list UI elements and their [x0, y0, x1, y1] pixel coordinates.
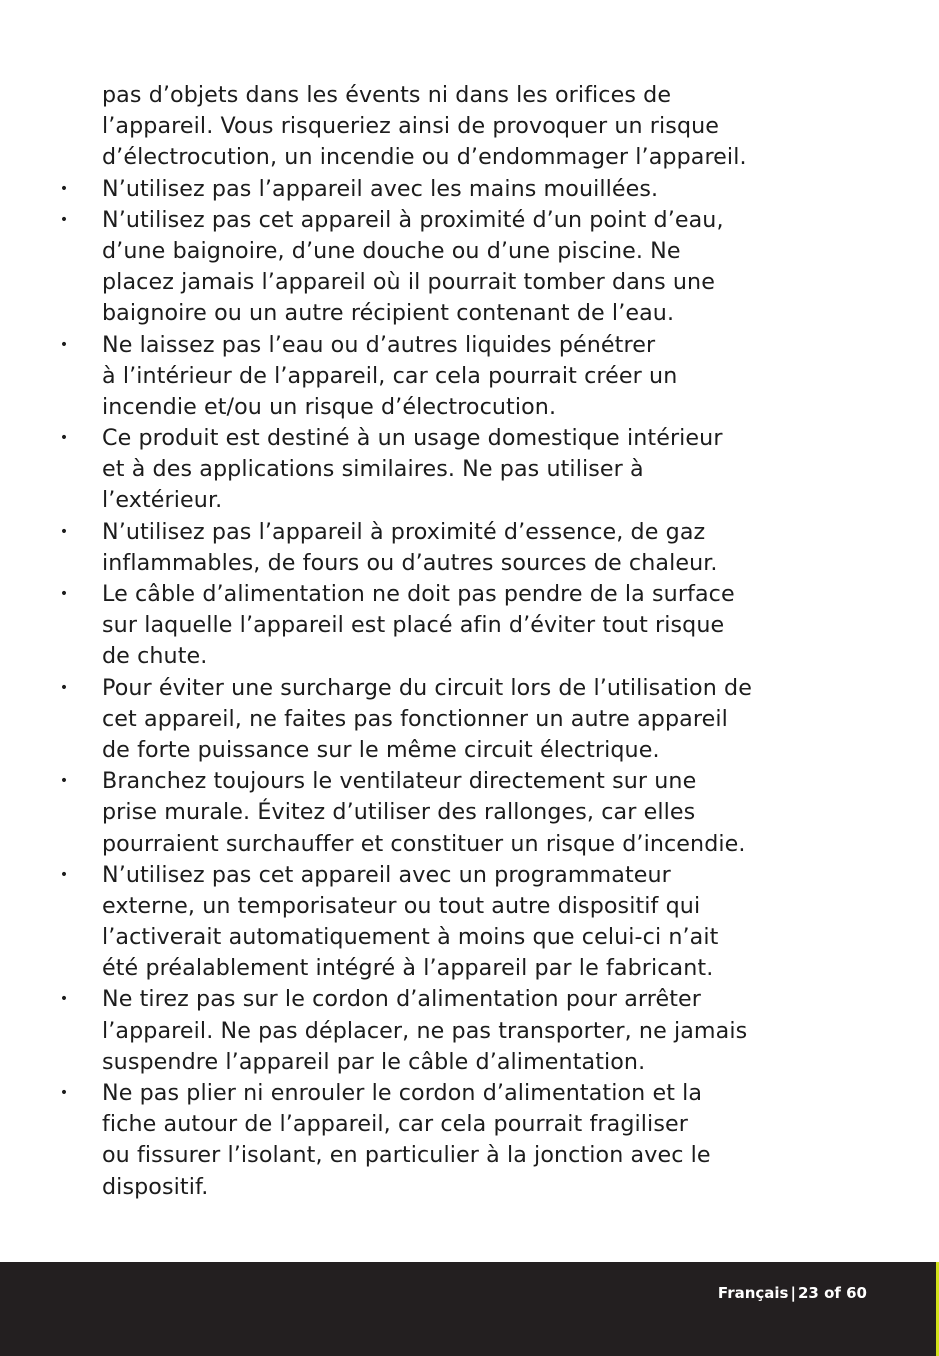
- line-text: l’appareil. Ne pas déplacer, ne pas transporter, ne jamais: [102, 1017, 748, 1044]
- list-item-start: [0, 984, 939, 1015]
- line-text: pas d’objets dans les évents ni dans les orifices de: [102, 82, 672, 108]
- text-line: [0, 735, 939, 766]
- line-text: l’appareil. Vous risqueriez ainsi de provoquer un risque: [102, 113, 720, 140]
- list-item-start: [0, 673, 939, 704]
- line-text: à l’intérieur de l’appareil, car cela pourrait créer un: [102, 362, 678, 389]
- text-line: [0, 361, 939, 392]
- list-item-start: [0, 579, 939, 610]
- text-line: [0, 610, 939, 641]
- bullet-icon: •: [59, 1085, 69, 1101]
- text-line: [0, 704, 939, 735]
- text-line: [0, 142, 939, 173]
- line-text: N’utilisez pas cet appareil à proximité d’un point d’eau,: [102, 206, 724, 233]
- list-item-start: [0, 860, 939, 891]
- line-text: prise murale. Évitez d’utiliser des rallonges, car elles: [102, 799, 696, 826]
- footer-page-number: 23 of 60: [797, 1284, 867, 1302]
- text-line: [0, 1016, 939, 1047]
- page-footer: [0, 1262, 939, 1356]
- bullet-icon: •: [59, 586, 69, 602]
- text-line: [0, 111, 939, 142]
- text-line: [0, 1140, 939, 1171]
- list-item-start: [0, 766, 939, 797]
- line-text: Ne laissez pas l’eau ou d’autres liquides pénétrer: [102, 331, 656, 358]
- line-text: placez jamais l’appareil où il pourrait tomber dans une: [102, 269, 715, 296]
- list-item-start: [0, 205, 939, 236]
- line-text: suspendre l’appareil par le câble d’alimentation.: [102, 1048, 646, 1075]
- line-text: Ne tirez pas sur le cordon d’alimentation pour arrêter: [102, 986, 702, 1013]
- text-line: [0, 548, 939, 579]
- text-line: [0, 392, 939, 423]
- line-text: pourraient surchauffer et constituer un risque d’incendie.: [102, 830, 746, 857]
- line-text: N’utilisez pas l’appareil à proximité d’essence, de gaz: [102, 518, 706, 545]
- page-indicator: [718, 1284, 867, 1302]
- line-text: de chute.: [102, 643, 208, 670]
- line-text: cet appareil, ne faites pas fonctionner un autre appareil: [102, 705, 728, 732]
- line-text: baignoire ou un autre récipient contenant de l’eau.: [102, 300, 675, 327]
- line-text: Le câble d’alimentation ne doit pas pendre de la surface: [102, 581, 735, 607]
- text-line: [0, 1109, 939, 1140]
- line-text: d’une baignoire, d’une douche ou d’une piscine. Ne: [102, 237, 681, 264]
- line-text: Ce produit est destiné à un usage domestique intérieur: [102, 425, 723, 452]
- text-line: [0, 267, 939, 298]
- line-text: été préalablement intégré à l’appareil par le fabricant.: [102, 955, 714, 982]
- bullet-icon: •: [59, 180, 69, 197]
- line-text: ou fissurer l’isolant, en particulier à la jonction avec le: [102, 1142, 711, 1169]
- text-line: [0, 641, 939, 672]
- text-line: [0, 829, 939, 860]
- list-item-start: [0, 330, 939, 361]
- text-line: [0, 485, 939, 516]
- bullet-icon: •: [59, 430, 69, 447]
- text-line: [0, 1172, 939, 1203]
- line-text: fiche autour de l’appareil, car cela pourrait fragiliser: [102, 1111, 688, 1138]
- bullet-icon: •: [59, 991, 69, 1008]
- line-text: externe, un temporisateur ou tout autre dispositif qui: [102, 892, 701, 919]
- line-text: Branchez toujours le ventilateur directement sur une: [102, 768, 697, 795]
- footer-separator: |: [790, 1284, 796, 1302]
- text-line: [0, 80, 939, 111]
- list-item-start: [0, 517, 939, 548]
- bullet-icon: •: [59, 523, 69, 540]
- line-text: l’activerait automatiquement à moins que celui-ci n’ait: [102, 924, 719, 951]
- list-item-start: [0, 1078, 939, 1109]
- line-text: l’extérieur.: [102, 487, 223, 514]
- line-text: N’utilisez pas cet appareil avec un programmateur: [102, 861, 671, 888]
- text-line: [0, 953, 939, 984]
- line-text: d’électrocution, un incendie ou d’endommager l’appareil.: [102, 144, 747, 171]
- text-line: [0, 922, 939, 953]
- text-line: [0, 236, 939, 267]
- line-text: inflammables, de fours ou d’autres sources de chaleur.: [102, 549, 718, 576]
- document-body: [0, 80, 939, 1203]
- text-line: [0, 1047, 939, 1078]
- text-line: [0, 891, 939, 922]
- text-line: [0, 797, 939, 828]
- footer-language: Français: [717, 1284, 789, 1302]
- text-line: [0, 298, 939, 329]
- bullet-icon: •: [59, 211, 69, 228]
- list-item-start: [0, 174, 939, 205]
- line-text: et à des applications similaires. Ne pas utiliser à: [102, 456, 644, 483]
- line-text: N’utilisez pas l’appareil avec les mains mouillées.: [102, 175, 659, 202]
- text-line: [0, 454, 939, 485]
- line-text: de forte puissance sur le même circuit électrique.: [102, 736, 660, 763]
- line-text: dispositif.: [102, 1173, 209, 1200]
- list-item-start: [0, 423, 939, 454]
- bullet-icon: •: [59, 866, 69, 883]
- line-text: Pour éviter une surcharge du circuit lors de l’utilisation de: [102, 674, 752, 701]
- line-text: Ne pas plier ni enrouler le cordon d’alimentation et la: [102, 1080, 703, 1106]
- line-text: sur laquelle l’appareil est placé afin d’éviter tout risque: [102, 612, 725, 639]
- bullet-icon: •: [59, 336, 69, 353]
- bullet-icon: •: [59, 679, 69, 696]
- line-text: incendie et/ou un risque d’électrocution.: [102, 393, 557, 420]
- bullet-icon: •: [59, 773, 69, 790]
